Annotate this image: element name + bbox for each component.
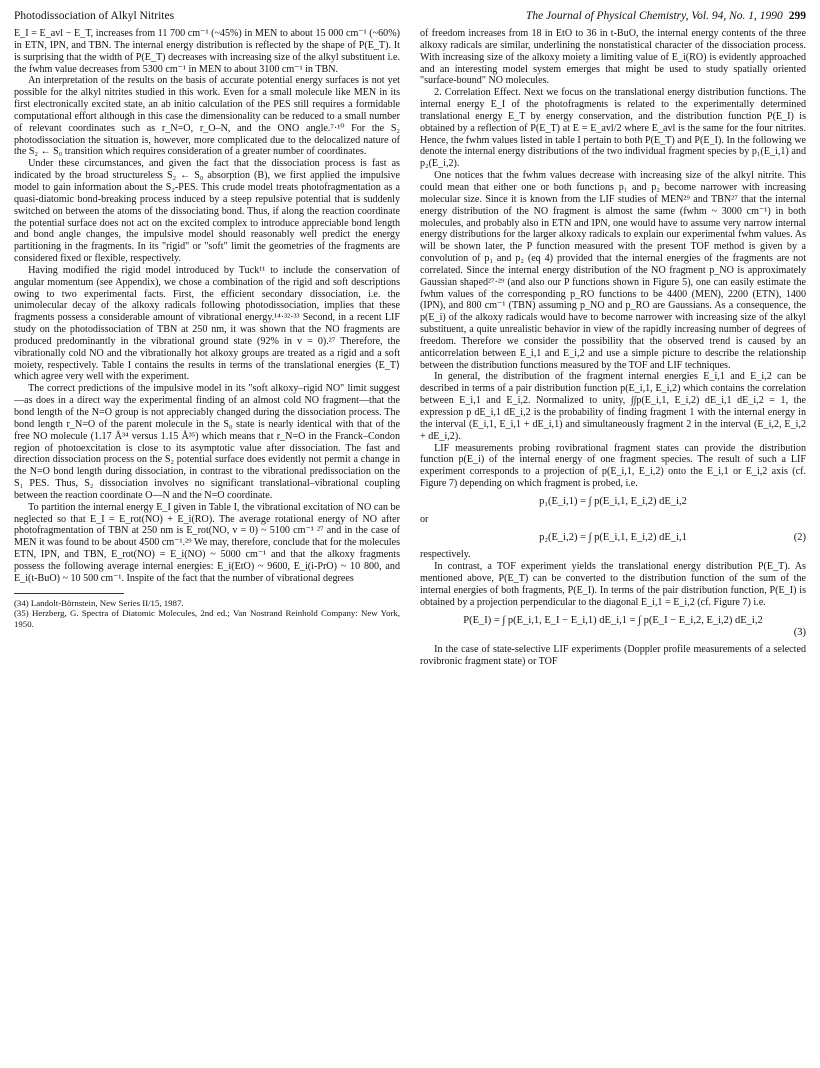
- equation-number: (2): [793, 531, 806, 543]
- left-column: [14, 28, 400, 629]
- journal-name: The Journal of Physical Chemistry, Vol. 94, No. 1, 1990: [525, 10, 783, 22]
- paragraph: The correct predictions of the impulsive model in its "soft alkoxy–rigid NO" limit suggest—as does in a direct way the experimental finding of an almost cold NO fragment—that the bond length of the N=O group is not appreciably changed during the dissociation process. The bond length r_N=O of the parent molecule in the S₀ state is nearly identical with that of the free NO molecule (1.17 Å³⁴ versus 1.15 Å³⁵) which means that r_N=O in the Franck–Condon region of photoexcitation is close to its asymptotic value after dissociation. The fast and direction dissociation process on the S₂ potential surface does evidently not permit a change in the N=O bond length during dissociation, in contrast to the vibrational predissociation on the S₁ PES. Thus, S₂ dissociation involves no significant translational–vibrational coupling between the reaction coordinate O—N and the N=O coordinate.: [14, 383, 400, 501]
- paragraph: of freedom increases from 18 in EtO to 36 in t-BuO, the internal energy contents of the three alkoxy radicals are similar, underlining the nonstatistical character of the dissociation process. With increasing size of the alkoxy moiety a limiting value of E_i(RO) is evidently approached and an interesting model system emerges that might be used to study spatially oriented "surface-bound" NO molecules.: [420, 28, 806, 87]
- paragraph: One notices that the fwhm values decrease with increasing size of the alkyl nitrite. This could mean that either one or both functions p₁ and p₂ become narrower with increasing molecular size. Since it is known from the LIF studies of MEN²⁹ and TBN²⁷ that the internal energy distribution of the NO fragment is almost the same (fwhm ~ 3000 cm⁻¹) in both molecules, and probably also in ETN and IPN, one would have to assume very narrow internal energy distributions for the larger alkoxy radicals to explain our experimental fwhm values. As will be shown later, the P function measured with the present TOF method is given by a convolution of p₁ and p₂ (eq 4) provided that the internal energies of the fragments are not correlated. Since the internal energy distribution of the NO fragment p_NO is approximately Gaussian shaped²⁷·²⁹ (and also our P functions shown in Figure 5), one can easily estimate the fwhm values of the corresponding p_RO functions to be 4400 (MEN), 2200 (ETN), 1400 (IPN), and 800 cm⁻¹ (TBN) assuming p_NO and p_RO are Gaussians. As a consequence, the p(E_i) of the alkoxy radicals would have to become narrower with increasing size of the alkyl substituent, a quite unrealistic behavior in view of the rapidly increasing number of degrees of freedom. Therefore we consider the possibility that the observed trend is caused by an anticorrelation between E_i,1 and E_i,2 and use a simple picture to describe the relationship between the distribution functions measured by the TOF and LIF techniques.: [420, 170, 806, 371]
- footnote-divider: [14, 593, 124, 594]
- footnote: (35) Herzberg, G. Spectra of Diatomic Molecules, 2nd ed.; Van Nostrand Reinhold Company: New York, 1950.: [14, 608, 400, 629]
- equation-text: P(E_I) = ∫ p(E_i,1, E_I − E_i,1) dE_i,1 = ∫ p(E_I − E_i,2, E_i,2) dE_i,2: [463, 614, 763, 626]
- page-header: [14, 7, 806, 25]
- equation-text: p₁(E_i,1) = ∫ p(E_i,1, E_i,2) dE_i,2: [539, 495, 687, 507]
- equation-2: [420, 532, 806, 544]
- footnotes: [14, 598, 400, 630]
- equation-number: (3): [793, 626, 806, 638]
- paragraph: In general, the distribution of the fragment internal energies E_i,1 and E_i,2 can be described in terms of a pair distribution function p(E_i,1, E_i,2) which contains the correlation between E_i,1 and E_i,2. Normalized to unity, ∫∫p(E_i,1, E_i,2) dE_i,1 dE_i,2 = 1, the expression p dE_i,1 dE_i,2 is the probability of finding fragment 1 with the internal energy in the interval (E_i,1, E_i,1 + dE_i,1) and simultaneously fragment 2 in the interval (E_i,2, E_i,2 + dE_i,2).: [420, 371, 806, 442]
- paragraph: An interpretation of the results on the basis of accurate potential energy surfaces is not yet possible for the alkyl nitrites studied in this work. Even for a small molecule like MEN in its first electronically excited state, an ab initio calculation of the PES still requires a formidable computational effort although in this case the dimensionality can be reduced to a small number of relevant coordinates such as r_N=O, r_O–N, and the ONO angle.⁷·¹⁰ For the S₂ photodissociation the situation is, however, more complicated due to the delocalized nature of the S₂ ← S₀ transition which requires consideration of a greater number of coordinates.: [14, 75, 400, 158]
- paragraph: Having modified the rigid model introduced by Tuck¹¹ to include the conservation of angular momentum (see Appendix), we chose a combination of the rigid and soft descriptions owing to two experimental facts. First, the efficient secondary dissociation, i.e. the unimolecular decay of the alkoxy radicals following photodissociation, implies that these fragments possess a considerable amount of vibrational energy.¹⁴·³²·³³ Second, in a recent LIF study on the photodissociation of TBN at 250 nm, it was shown that the NO fragments are produced predominantly in the vibrational ground state (92% in v = 0).²⁷ Therefore, the vibrationally cold NO and the vibrationally hot alkoxy groups are treated as a rigid and a soft moiety, respectively. Table I contains the results in terms of the translational energies ⟨E_T⟩ which agree very well with the experiment.: [14, 264, 400, 383]
- right-column: [420, 28, 806, 668]
- paragraph: respectively.: [420, 549, 471, 561]
- paragraph: In contrast, a TOF experiment yields the translational energy distribution P(E_T). As mentioned above, P(E_T) can be converted to the distribution function of the sum of the internal energies of both fragments, P(E_I). In terms of the pair distribution function, P(E_I) is obtained by a projection perpendicular to the diagonal E_i,1 = E_i,2 (cf. Figure 7) i.e.: [420, 561, 806, 608]
- paragraph: Under these circumstances, and given the fact that the dissociation process is fast as indicated by the broad structureless S₂ ← S₀ absorption (B), we first applied the impulsive model to gain information about the S₂-PES. This crude model treats photofragmentation as a quasi-diatomic bond-breaking process induced by a steep repulsive potential that is suddenly switched on between the atoms of the dissociating bond. Thus, if along the reaction coordinate the potential surface does not act on the excited complex to introduce appreciable bond length and bond angle changes, the impulsive model should reasonably well predict the energy partitioning in the fragments. In its "rigid" or "soft" limit the geometries of the fragments are considered fixed or flexible, respectively.: [14, 158, 400, 265]
- page-number: 299: [788, 10, 806, 22]
- equation-3: [420, 615, 806, 639]
- footnote: (34) Landolt-Börnstein, New Series II/15, 1987.: [14, 597, 184, 608]
- equation-text: p₂(E_i,2) = ∫ p(E_i,1, E_i,2) dE_i,1: [539, 531, 687, 543]
- journal-citation: [526, 7, 806, 25]
- equation-1: [420, 496, 806, 508]
- or-text: or: [420, 513, 429, 525]
- paragraph: LIF measurements probing rovibrational fragment states can provide the distribution function p(E_i) of the internal energy of one fragment species. The result of such a LIF experiment corresponds to a projection of p(E_i,1, E_i,2) onto the E_i,1 or E_i,2 axis (cf. Figure 7) depending on which fragment is probed, i.e.: [420, 442, 806, 490]
- paragraph: In the case of state-selective LIF experiments (Doppler profile measurements of a selected rovibronic fragment state) or TOF: [420, 644, 806, 668]
- paragraph: E_I = E_avl − E_T, increases from 11 700 cm⁻¹ (~45%) in MEN to about 15 000 cm⁻¹ (~60%) in ETN, IPN, and TBN. The internal energy distribution is reflected by the shape of P(E_T). It is surprising that the width of P(E_T) decreases with increasing size of the alkyl substituent i.e. the fwhm value decreases from 5300 cm⁻¹ in MEN to about 3100 cm⁻¹ in TBN.: [14, 28, 400, 75]
- running-title: Photodissociation of Alkyl Nitrites: [14, 10, 175, 22]
- paragraph: To partition the internal energy E_I given in Table I, the vibrational excitation of NO can be neglected so that E_I = E_rot(NO) + E_i(RO). The average rotational energy of NO after photofragmentation of TBN at 250 nm is E_rot(NO, v = 0) ~ 5100 cm⁻¹ ²⁷ and in the case of MEN it was found to be about 4500 cm⁻¹.²⁹ We may, therefore, conclude that for the molecules ETN, IPN, and TBN, E_rot(NO) = E_i(NO) ~ 5000 cm⁻¹ and that the alkoxy fragments possess the following average internal energies: E_i(EtO) ~ 9600, E_i(i-PrO) ~ 10 800, and E_i(t-BuO) ~ 10 500 cm⁻¹. Inspite of the fact that the number of vibrational degrees: [14, 501, 400, 584]
- paragraph: 2. Correlation Effect. Next we focus on the translational energy distribution functions. The internal energy E_I of the photofragments is related to the experimentally determined translational energy E_T by energy conservation, and the distribution function P(E_I) is obtained by a reflection of P(E_T) at E = E_avl/2 where E_avl is the same for the four nitrites. Hence, the fwhm values listed in table I pertain to both P(E_T) and P(E_I). In the following we denote the internal energy distributions of the two individual fragment species by p₁(E_i,1) and p₂(E_i,2).: [420, 87, 806, 170]
